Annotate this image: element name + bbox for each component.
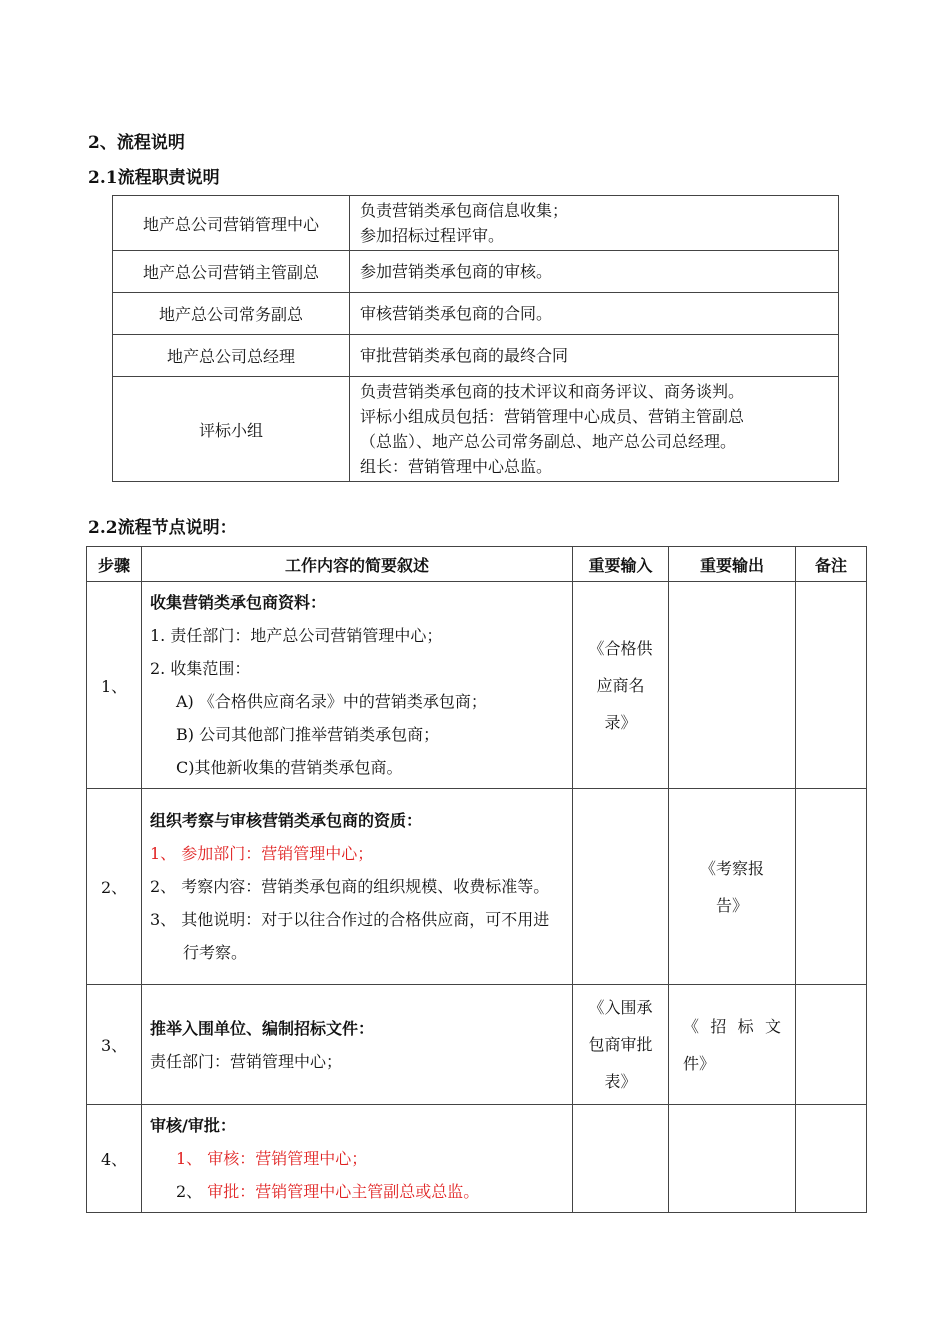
desc-cell — [350, 335, 839, 377]
output-cell — [669, 985, 796, 1105]
content-line: 3、 其他说明：对于以往合作过的合格供应商，可不用进行考察。 — [150, 910, 550, 962]
content-line: 2、 考察内容：营销类承包商的组织规模、收费标准等。 — [150, 877, 550, 896]
desc-line: 组长：营销管理中心总监。 — [360, 457, 553, 476]
desc-line: 评标小组成员包括：营销管理中心成员、营销主管副总 — [360, 407, 745, 426]
content-line: B) 公司其他部门推举营销类承包商； — [176, 725, 440, 744]
header-content: 工作内容的简要叙述 — [142, 547, 573, 582]
remark-cell — [796, 1105, 867, 1213]
content-line: C)其他新收集的营销类承包商。 — [176, 758, 403, 777]
role-cell: 评标小组 — [113, 377, 350, 482]
step-cell: 1、 — [87, 582, 142, 789]
step-title: 推举入围单位、编制招标文件： — [150, 1018, 375, 1038]
content-line: A) 《合格供应商名录》中的营销类承包商； — [176, 692, 487, 711]
input-cell — [573, 985, 669, 1105]
step-title: 组织考察与审核营销类承包商的资质： — [150, 811, 423, 830]
nodes-section-title: 2.2流程节点说明： — [88, 518, 237, 538]
table-row — [113, 335, 839, 377]
header-input: 重要输入 — [573, 547, 669, 582]
duty-table — [112, 195, 839, 482]
step-title: 收集营销类承包商资料： — [150, 593, 327, 612]
input-cell — [573, 582, 669, 789]
step-cell: 2、 — [87, 789, 142, 985]
input-line: 应商名 — [596, 675, 645, 695]
table-row — [87, 1105, 867, 1213]
output-line: 《考察报 — [699, 858, 764, 878]
content-cell — [142, 789, 573, 985]
header-output: 重要输出 — [669, 547, 796, 582]
section-title: 2、流程说明 — [88, 133, 185, 153]
duty-section-title: 2.1流程职责说明 — [88, 168, 220, 188]
desc-cell — [350, 196, 839, 251]
desc-line: （总监）、地产总公司常务副总、地产总公司总经理。 — [360, 432, 737, 451]
desc-line: 参加招标过程评审。 — [360, 226, 505, 245]
content-cell — [142, 985, 573, 1105]
table-row — [87, 789, 867, 985]
role-cell: 地产总公司常务副总 — [113, 293, 350, 335]
role-cell: 地产总公司总经理 — [113, 335, 350, 377]
input-line: 包商审批 — [588, 1035, 653, 1054]
input-cell — [573, 789, 669, 985]
node-table — [86, 546, 867, 1213]
desc-cell — [350, 293, 839, 335]
content-cell — [142, 582, 573, 789]
table-row — [87, 985, 867, 1105]
input-cell — [573, 1105, 669, 1213]
desc-line: 负责营销类承包商的技术评议和商务评议、商务谈判。 — [360, 382, 745, 401]
desc-cell — [350, 251, 839, 293]
header-remark: 备注 — [796, 547, 867, 582]
input-line: 录》 — [604, 712, 637, 732]
step-cell: 3、 — [87, 985, 142, 1105]
output-cell — [669, 582, 796, 789]
content-line — [150, 1175, 564, 1208]
header-step: 步骤 — [87, 547, 142, 582]
content-line-number: 2、 — [176, 1182, 208, 1201]
table-row — [113, 196, 839, 251]
input-line: 表》 — [604, 1072, 637, 1091]
content-line-text: 审批：营销管理中心主管副总或总监。 — [207, 1182, 480, 1201]
remark-cell — [796, 582, 867, 789]
desc-line: 参加营销类承包商的审核。 — [360, 262, 553, 281]
desc-line: 审批营销类承包商的最终合同 — [360, 346, 569, 365]
role-cell: 地产总公司营销主管副总 — [113, 251, 350, 293]
output-line: 《 招 标 文 — [683, 1016, 781, 1036]
desc-line: 负责营销类承包商信息收集； — [360, 201, 569, 220]
remark-cell — [796, 789, 867, 985]
input-line: 《合格供 — [588, 638, 653, 658]
table-row — [113, 377, 839, 482]
step-cell: 4、 — [87, 1105, 142, 1213]
content-line: 1、 审核：营销管理中心； — [176, 1149, 368, 1168]
table-header-row — [87, 547, 867, 582]
content-line: 责任部门：营销管理中心； — [150, 1051, 343, 1071]
table-row — [113, 251, 839, 293]
output-cell — [669, 1105, 796, 1213]
output-line: 告》 — [715, 895, 748, 915]
table-row — [113, 293, 839, 335]
output-cell — [669, 789, 796, 985]
role-cell: 地产总公司营销管理中心 — [113, 196, 350, 251]
content-line: 2. 收集范围： — [150, 659, 251, 678]
content-line: 1、 参加部门：营销管理中心； — [150, 844, 374, 863]
input-line: 《入围承 — [588, 998, 653, 1017]
remark-cell — [796, 985, 867, 1105]
desc-cell — [350, 377, 839, 482]
content-line: 1. 责任部门：地产总公司营销管理中心； — [150, 626, 443, 645]
step-title: 审核/审批： — [150, 1116, 236, 1135]
table-row — [87, 582, 867, 789]
desc-line: 审核营销类承包商的合同。 — [360, 304, 553, 323]
output-line: 件》 — [683, 1053, 716, 1073]
content-cell — [142, 1105, 573, 1213]
